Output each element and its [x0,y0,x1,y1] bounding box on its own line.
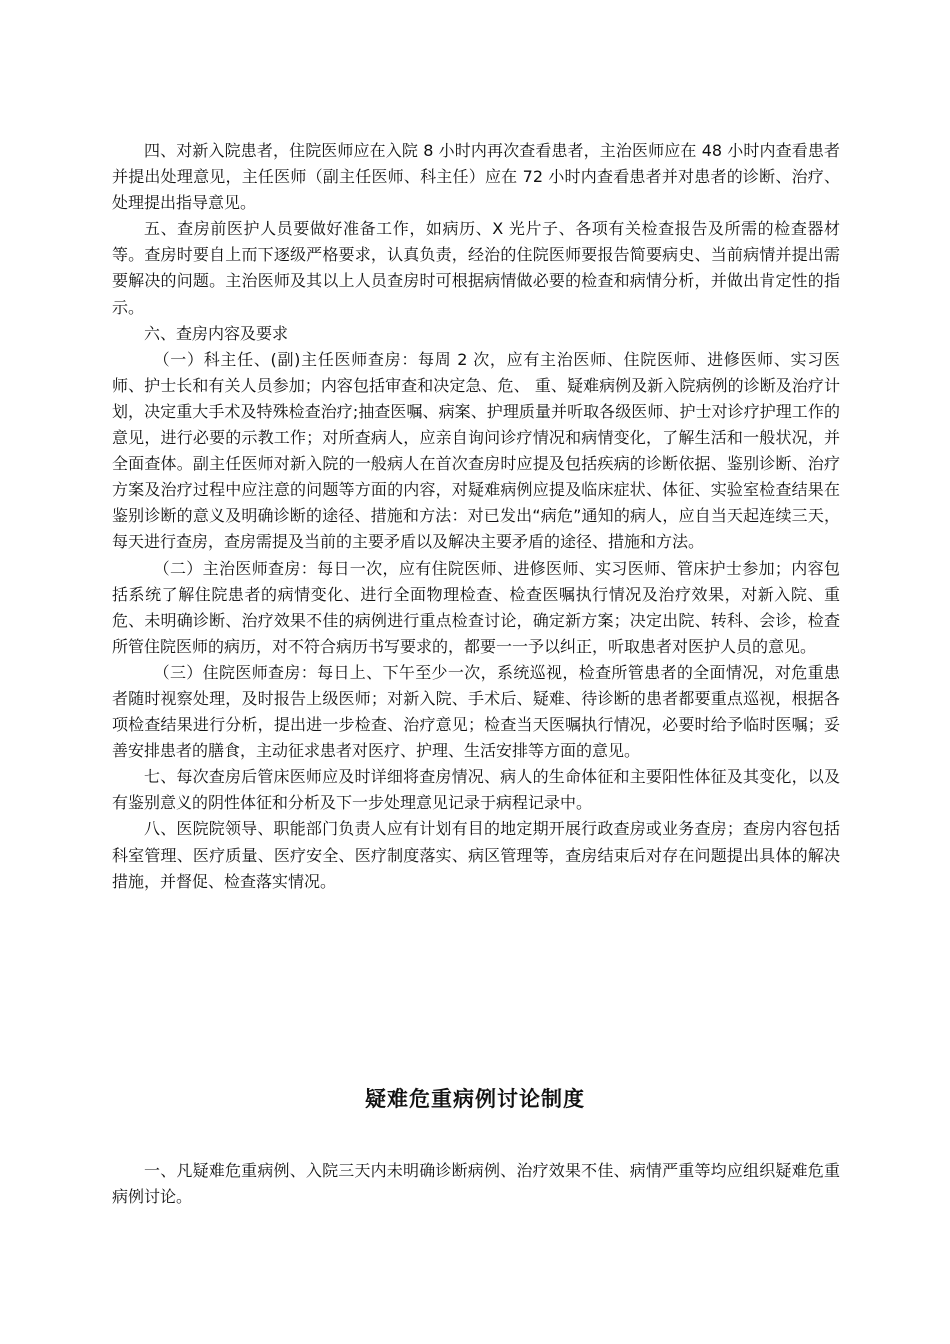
section-title: 疑难危重病例讨论制度 [365,1087,585,1111]
paragraph-item-6-1: （一）科主任、(副)主任医师查房：每周 2 次，应有主治医师、住院医师、进修医师、实习医师、护士长和有关人员参加；内容包括审查和决定急、危、 重、疑难病例及新入院病例的诊断及治疗计划，决定重大手术及特殊检查治疗;抽查医嘱、病案、护理质量并听取各级医师、护士对诊疗护理工作的意见，进行必要的示教工作；对所查病人，应亲自询问诊疗情况和病情变化，了解生活和一般状况，并全面查体。副主任医师对新入院的一般病人在首次查房时应提及包括疾病的诊断依据、鉴别诊断、治疗方案及治疗过程中应注意的问题等方面的内容，对疑难病例应提及临床症状、体征、实验室检查结果在鉴别诊断的意义及明确诊断的途径、措施和方法：对已发出“病危”通知的病人，应自当天起连续三天，每天进行查房，查房需提及当前的主要矛盾以及解决主要矛盾的途径、措施和方法。 [112,349,840,552]
paragraph-item-7: 七、每次查房后管床医师应及时详细将查房情况、病人的生命体征和主要阳性体征及其变化，以及有鉴别意义的阴性体征和分析及下一步处理意见记录于病程记录中。 [112,767,840,813]
paragraph-item-6-heading: 六、查房内容及要求 [144,323,289,343]
paragraph-item-8: 八、医院院领导、职能部门负责人应有计划有目的地定期开展行政查房或业务查房；查房内容包括科室管理、医疗质量、医疗安全、医疗制度落实、病区管理等，查房结束后对存在问题提出具体的解决措施，并督促、检查落实情况。 [112,819,840,891]
paragraph-item-4: 四、对新入院患者，住院医师应在入院 8 小时内再次查看患者，主治医师应在 48 小时内查看患者并提出处理意见，主任医师（副主任医师、科主任）应在 72 小时内查看患者并对患者的诊断、治疗、处理提出指导意见。 [112,141,840,213]
rounds-rules-body [112,138,840,895]
paragraph-item-6-2: （二）主治医师查房：每日一次，应有住院医师、进修医师、实习医师、管床护士参加；内容包括系统了解住院患者的病情变化、进行全面物理检查、检查医嘱执行情况及治疗效果，对新入院、重危、未明确诊断、治疗效果不佳的病例进行重点检查讨论，确定新方案；决定出院、转科、会诊，检查所管住院医师的病历，对不符合病历书写要求的，都要一一予以纠正，听取患者对医护人员的意见。 [112,558,840,656]
discussion-rules-body [112,1158,840,1210]
paragraph-item-6-3: （三）住院医师查房：每日上、下午至少一次，系统巡视，检查所管患者的全面情况，对危重患者随时视察处理，及时报告上级医师；对新入院、手术后、疑难、待诊断的患者都要重点巡视，根据各项检查结果进行分析，提出进一步检查、治疗意见；检查当天医嘱执行情况，必要时给予临时医嘱；妥善安排患者的膳食，主动征求患者对医疗、护理、生活安排等方面的意见。 [112,662,840,761]
paragraph-item-5: 五、查房前医护人员要做好准备工作，如病历、X 光片子、各项有关检查报告及所需的检查器材等。查房时要自上而下逐级严格要求，认真负责，经治的住院医师要报告简要病史、当前病情并提出需要解决的问题。主治医师及其以上人员查房时可根据病情做必要的检查和病情分析，并做出肯定性的指示。 [112,219,840,317]
paragraph-discussion-1: 一、凡疑难危重病例、入院三天内未明确诊断病例、治疗效果不佳、病情严重等均应组织疑难危重病例讨论。 [112,1161,840,1207]
